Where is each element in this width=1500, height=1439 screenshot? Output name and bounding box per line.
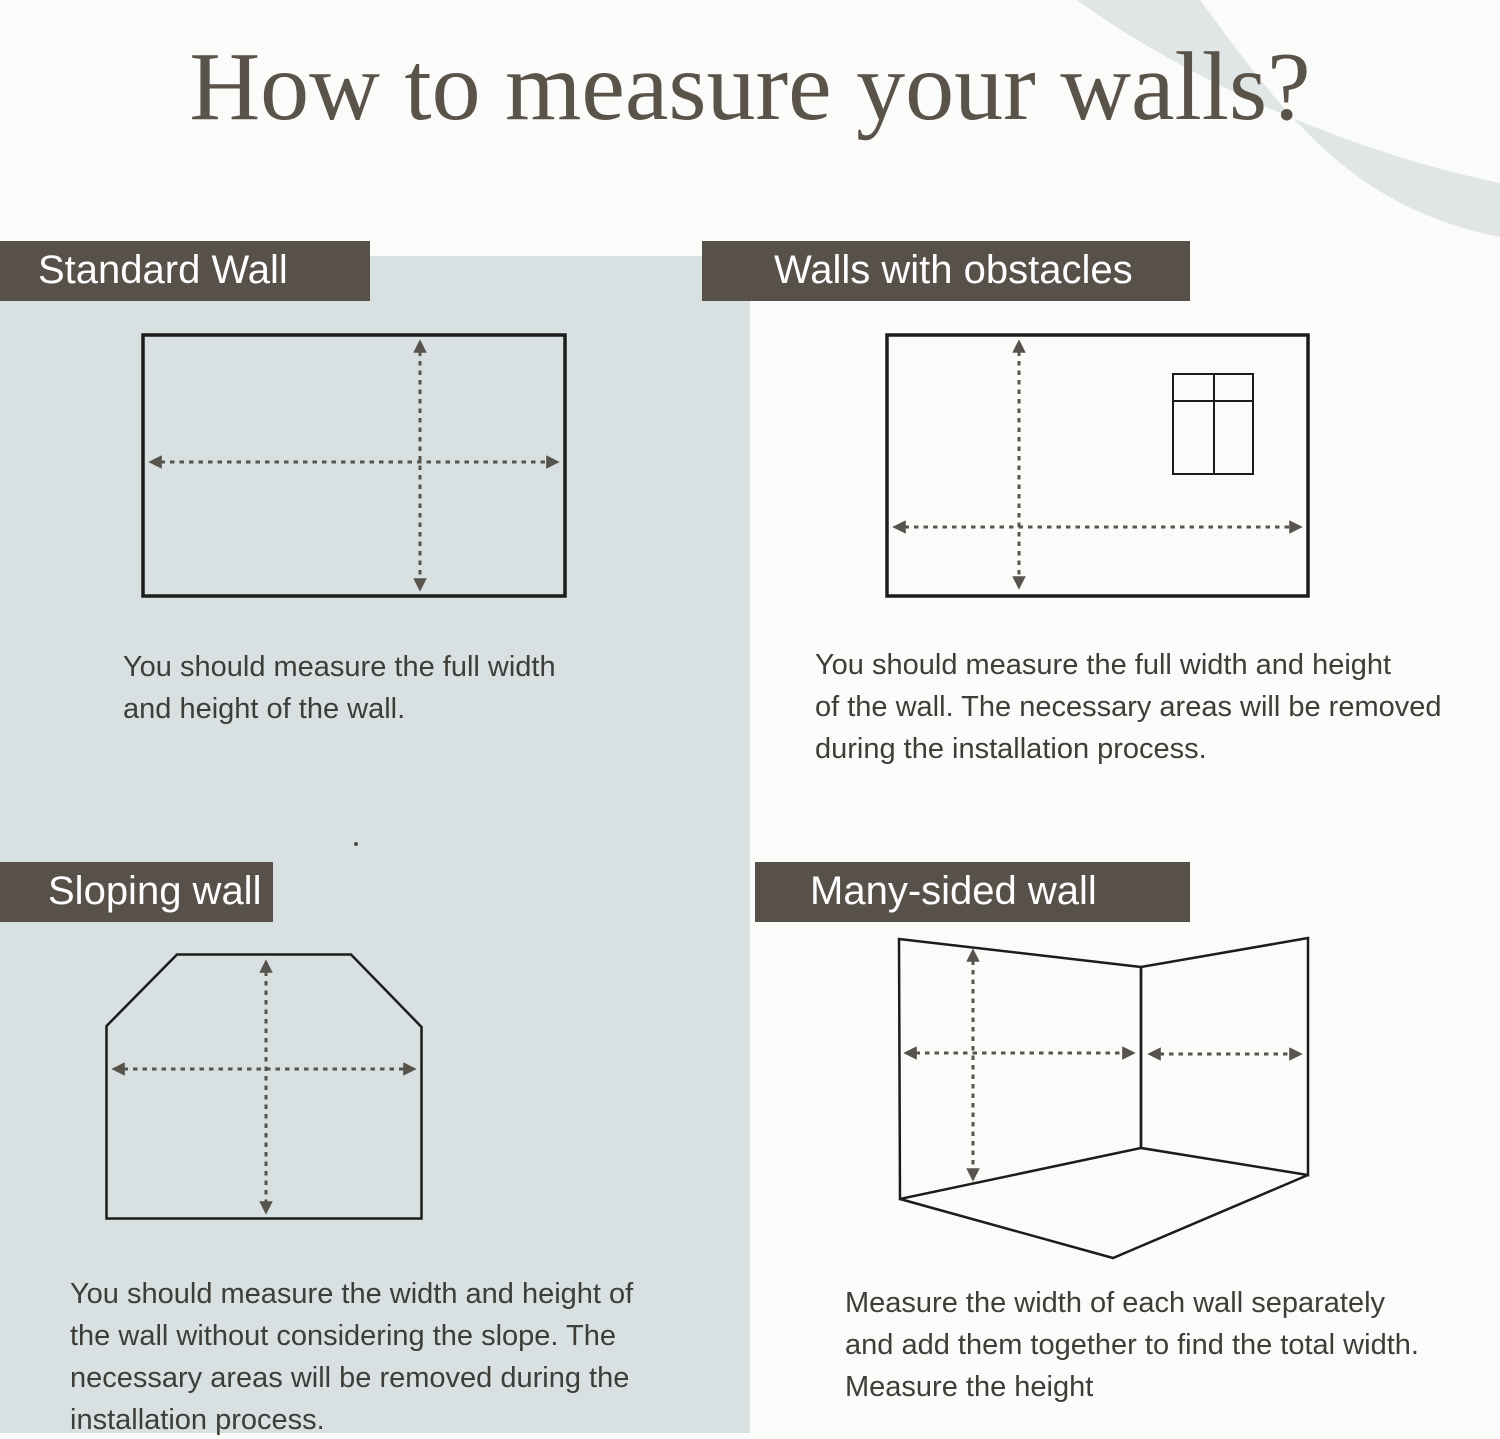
- caption-line: You should measure the full width and height: [815, 649, 1392, 681]
- sloped-wall-outline: [107, 955, 422, 1219]
- many-sided-wall-diagram: [840, 925, 1320, 1270]
- sloping-wall-diagram: [105, 952, 423, 1222]
- section-heading: Standard Wall: [38, 248, 288, 292]
- many-sided-wall-banner: [755, 862, 1190, 922]
- section-heading: Many-sided wall: [810, 869, 1097, 913]
- right-wall-outline: [1141, 938, 1308, 1175]
- caption-line: the wall without considering the slope. The: [70, 1320, 616, 1352]
- caption-line: Measure the width of each wall separately: [845, 1287, 1386, 1319]
- section-caption: [70, 1273, 633, 1439]
- caption-line: You should measure the full width: [123, 651, 556, 683]
- caption-line: during the installation process.: [815, 733, 1207, 765]
- caption-line: necessary areas will be removed during the: [70, 1362, 630, 1394]
- section-heading: Walls with obstacles: [774, 248, 1133, 292]
- caption-line: and add them together to find the total width.: [845, 1329, 1419, 1361]
- walls-with-obstacles-banner: [702, 241, 1190, 301]
- caption-line: of the wall. The necessary areas will be removed: [815, 691, 1442, 723]
- page-title: How to measure your walls?: [189, 33, 1311, 141]
- walls-with-obstacles-diagram: [885, 333, 1310, 598]
- standard-wall-banner: [0, 241, 370, 301]
- standard-wall-diagram: [141, 333, 567, 598]
- floor-outline: [900, 1175, 1308, 1258]
- caption-line: You should measure the width and height of: [70, 1278, 634, 1310]
- decorative-dot: [354, 842, 358, 846]
- sloping-wall-banner: [0, 862, 273, 922]
- section-caption: [123, 646, 556, 730]
- section-caption: [845, 1282, 1419, 1408]
- section-heading: Sloping wall: [48, 869, 262, 913]
- caption-line: Measure the height: [845, 1371, 1094, 1403]
- section-caption: [815, 644, 1442, 770]
- caption-line: and height of the wall.: [123, 693, 406, 725]
- left-wall-outline: [899, 939, 1141, 1199]
- wall-outline: [143, 335, 565, 596]
- caption-line: installation process.: [70, 1404, 325, 1436]
